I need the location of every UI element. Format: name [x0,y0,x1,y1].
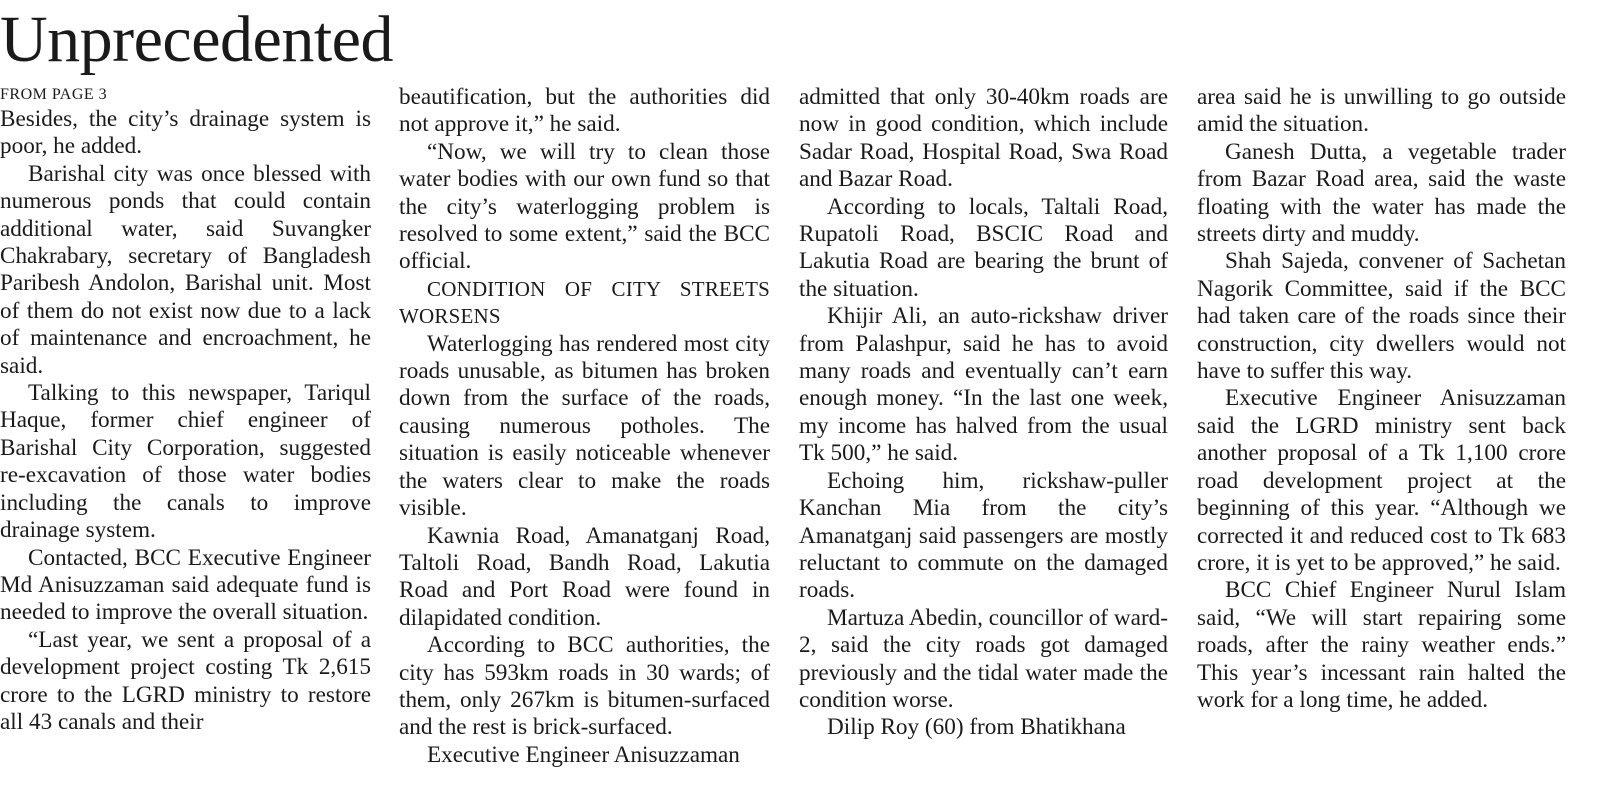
paragraph: admitted that only 30-40km roads are now in good condition, which include Sadar Road, Hospital Road, Swa Road and Bazar Road. [799,84,1168,193]
paragraph: area said he is unwilling to go outside amid the situation. [1197,84,1566,138]
section-subhead: CONDITION OF CITY STREETS WORSENS [399,276,770,329]
paragraph: Khijir Ali, an auto-rickshaw driver from Palashpur, said he has to avoid many roads and eventually can’t earn enough money. “In the last one week, my income has halved from the usual Tk 500,” he said. [799,303,1168,467]
article-column-3 [799,84,1168,808]
paragraph: Waterlogging has rendered most city roads unusable, as bitumen has broken down from the surface of the roads, causing numerous potholes. The situation is easily noticeable whenever the waters clear to make the roads visible. [399,330,770,522]
paragraph: Contacted, BCC Executive Engineer Md Anisuzzaman said adequate fund is needed to improve the overall situation. [0,544,371,626]
jump-label: FROM PAGE 3 [0,86,108,103]
paragraph: Executive Engineer Anisuzzaman said the LGRD ministry sent back another proposal of a Tk 1,100 crore road development project at the beginning of this year. “Although we corrected it and reduced cost to Tk 683 crore, it is yet to be approved,” he said. [1197,385,1566,576]
article-column-4 [1197,84,1566,808]
paragraph: “Last year, we sent a proposal of a development project costing Tk 2,615 crore to the LGRD ministry to restore all 43 canals and their [0,626,371,735]
article-column-2 [399,84,770,808]
paragraph: Barishal city was once blessed with numerous ponds that could contain additional water, said Suvangker Chakrabary, secretary of Bangladesh Paribesh Andolon, Barishal unit. Most of them do not exist now due to a lack of maintenance and encroachment, he said. [0,160,371,379]
paragraph: Ganesh Dutta, a vegetable trader from Bazar Road area, said the waste floating with the water has made the streets dirty and muddy. [1197,138,1566,248]
paragraph: Talking to this newspaper, Tariqul Haque, former chief engineer of Barishal City Corporation, suggested re-excavation of those water bodies including the canals to improve drainage system. [0,380,371,544]
paragraph: BCC Chief Engineer Nurul Islam said, “We will start repairing some roads, after the rainy weather ends.” This year’s incessant rain halted the work for a long time, he added. [1197,577,1566,713]
paragraph: Shah Sajeda, convener of Sachetan Nagorik Committee, said if the BCC had taken care of the roads since their construction, city dwellers would not have to suffer this way. [1197,248,1566,385]
paragraph: According to locals, Taltali Road, Rupatoli Road, BSCIC Road and Lakutia Road are bearing the brunt of the situation. [799,193,1168,302]
paragraph: Executive Engineer Anisuzzaman [427,741,740,768]
article-column-1 [0,84,371,808]
paragraph: Dilip Roy (60) from Bhatikhana [827,714,1126,741]
paragraph: Besides, the city’s drainage system is poor, he added. [0,106,371,160]
paragraph: “Now, we will try to clean those water bodies with our own fund so that the city’s waterlogging problem is resolved to some extent,” said the BCC official. [399,138,770,275]
paragraph: Kawnia Road, Amanatganj Road, Taltoli Road, Bandh Road, Lakutia Road and Port Road were found in dilapidated condition. [399,522,770,631]
paragraph: Martuza Abedin, councillor of ward-2, said the city roads got damaged previously and the tidal water made the condition worse. [799,604,1168,713]
paragraph: According to BCC authorities, the city has 593km roads in 30 wards; of them, only 267km is bitumen-surfaced and the rest is brick-surfaced. [399,632,770,741]
headline: Unprecedented [0,3,393,76]
paragraph: Echoing him, rickshaw-puller Kanchan Mia from the city’s Amanatganj said passengers are mostly reluctant to commute on the damaged roads. [799,467,1168,604]
paragraph: beautification, but the authorities did not approve it,” he said. [399,84,770,138]
